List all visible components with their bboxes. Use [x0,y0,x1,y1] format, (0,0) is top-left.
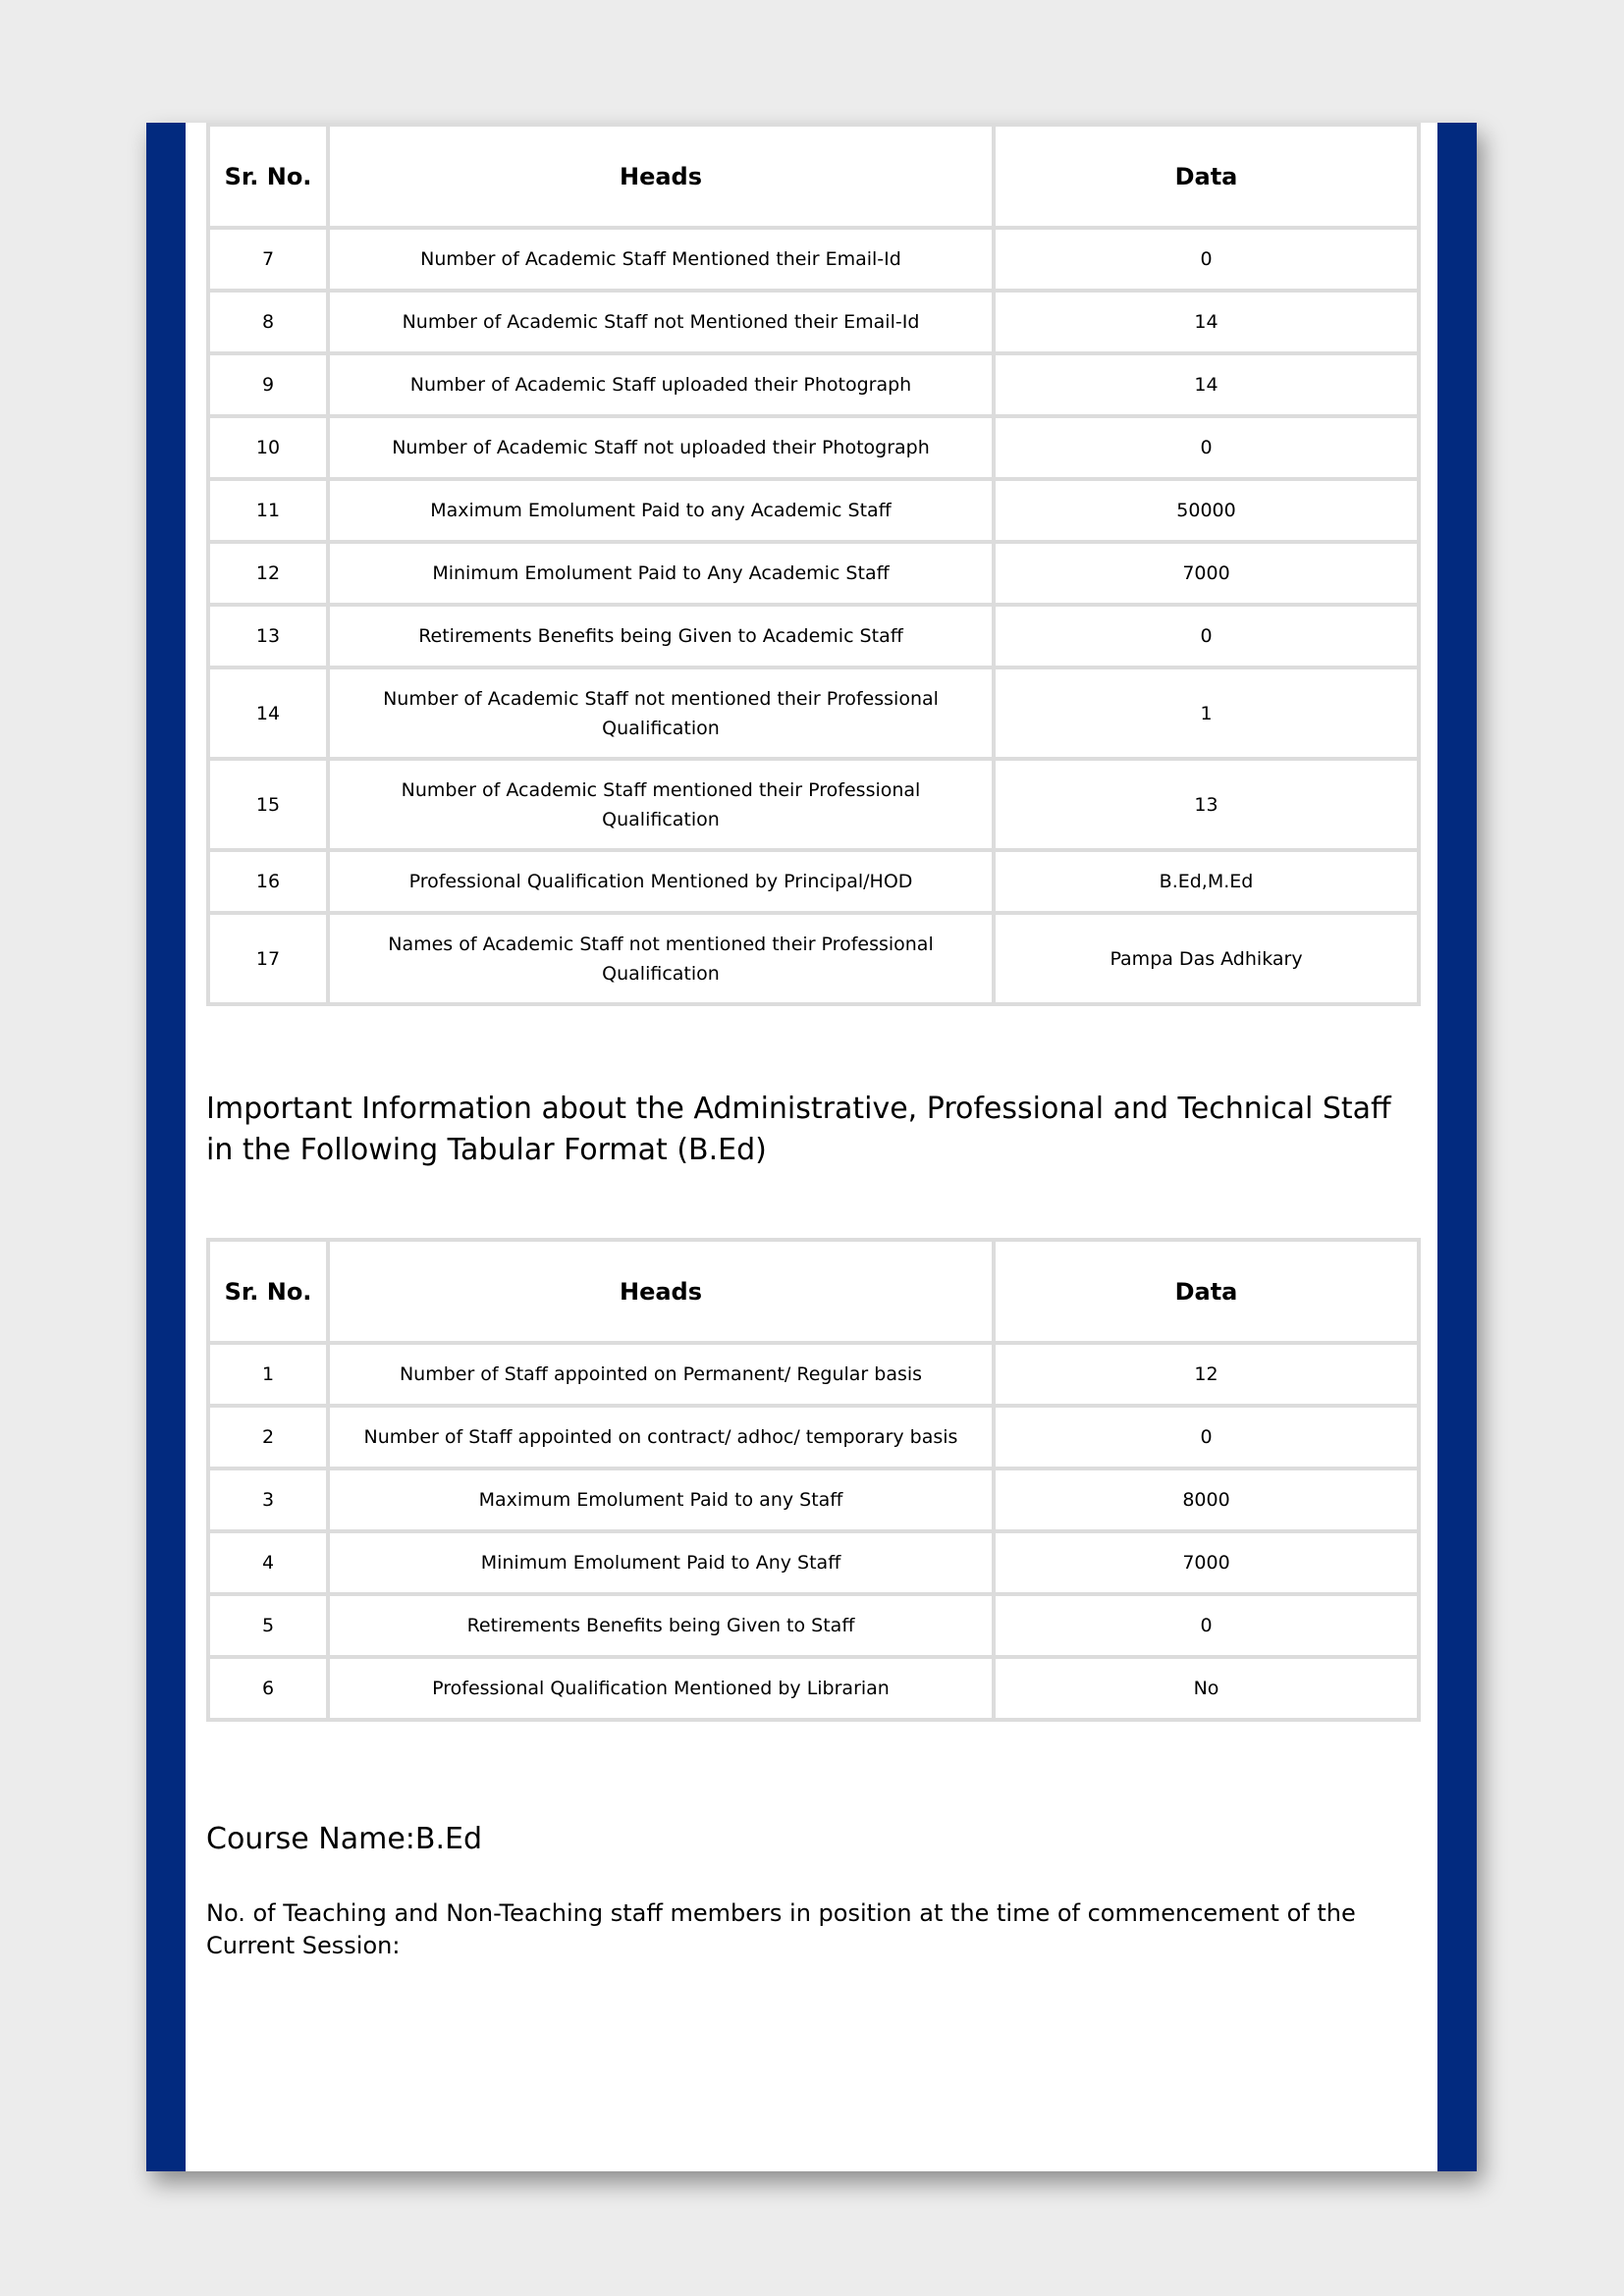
sr-no-cell: 5 [208,1594,328,1657]
data-cell: 12 [994,1343,1419,1406]
data-header: Data [994,1240,1419,1343]
data-cell: 7000 [994,1531,1419,1594]
sr-no-cell: 10 [208,416,328,479]
data-cell: 7000 [994,542,1419,605]
sr-no-cell: 1 [208,1343,328,1406]
table-row [208,353,1419,416]
heads-cell: Professional Qualification Mentioned by Principal/HOD [328,850,994,913]
academic-staff-table [206,123,1421,1006]
sr-no-cell: 4 [208,1531,328,1594]
data-cell: 0 [994,1406,1419,1468]
data-cell: 1 [994,667,1419,759]
data-cell: 14 [994,353,1419,416]
table-row [208,479,1419,542]
table-row [208,667,1419,759]
heads-cell: Number of Academic Staff Mentioned their Email-Id [328,228,994,291]
table-row [208,1406,1419,1468]
sr-no-header: Sr. No. [208,125,328,228]
sr-no-cell: 2 [208,1406,328,1468]
sr-no-header: Sr. No. [208,1240,328,1343]
sr-no-cell: 16 [208,850,328,913]
sr-no-cell: 13 [208,605,328,667]
heads-cell: Number of Academic Staff not uploaded their Photograph [328,416,994,479]
staff-in-position-note: No. of Teaching and Non-Teaching staff members in position at the time of commencement of the Current Session: [206,1899,1356,1959]
heads-cell: Minimum Emolument Paid to Any Academic Staff [328,542,994,605]
data-cell: 0 [994,416,1419,479]
table-header-row [208,1240,1419,1343]
sr-no-cell: 12 [208,542,328,605]
table-header-row [208,125,1419,228]
heads-cell: Retirements Benefits being Given to Staff [328,1594,994,1657]
table-row [208,605,1419,667]
table-row [208,850,1419,913]
sr-no-cell: 8 [208,291,328,353]
table-row [208,542,1419,605]
sr-no-cell: 15 [208,759,328,850]
sr-no-cell: 6 [208,1657,328,1720]
heads-cell: Number of Academic Staff not mentioned their Professional Qualification [328,667,994,759]
sr-no-cell: 7 [208,228,328,291]
table-row [208,1594,1419,1657]
heads-cell: Number of Staff appointed on Permanent/ Regular basis [328,1343,994,1406]
table-row [208,416,1419,479]
table-row [208,759,1419,850]
data-cell: B.Ed,M.Ed [994,850,1419,913]
heads-cell: Retirements Benefits being Given to Academic Staff [328,605,994,667]
table-row [208,913,1419,1004]
heads-cell: Maximum Emolument Paid to any Academic Staff [328,479,994,542]
table-row [208,1468,1419,1531]
heads-cell: Maximum Emolument Paid to any Staff [328,1468,994,1531]
data-cell: 0 [994,1594,1419,1657]
heads-header: Heads [328,125,994,228]
data-cell: 14 [994,291,1419,353]
data-cell: Pampa Das Adhikary [994,913,1419,1004]
course-name-heading: Course Name:B.Ed [206,1822,483,1856]
table-row [208,291,1419,353]
data-cell: No [994,1657,1419,1720]
table-row [208,1531,1419,1594]
sr-no-cell: 3 [208,1468,328,1531]
heads-cell: Professional Qualification Mentioned by Librarian [328,1657,994,1720]
heads-header: Heads [328,1240,994,1343]
right-side-bar [1437,123,1477,2171]
admin-staff-section-heading: Important Information about the Administrative, Professional and Technical Staff in the Following Tabular Format (B.Ed) [206,1092,1391,1167]
heads-cell: Number of Academic Staff mentioned their Professional Qualification [328,759,994,850]
table-row [208,228,1419,291]
admin-staff-table [206,1238,1421,1722]
data-header: Data [994,125,1419,228]
document-page [146,123,1477,2171]
table-row [208,1343,1419,1406]
heads-cell: Names of Academic Staff not mentioned their Professional Qualification [328,913,994,1004]
data-cell: 50000 [994,479,1419,542]
sr-no-cell: 14 [208,667,328,759]
sr-no-cell: 9 [208,353,328,416]
heads-cell: Number of Academic Staff uploaded their Photograph [328,353,994,416]
heads-cell: Minimum Emolument Paid to Any Staff [328,1531,994,1594]
data-cell: 13 [994,759,1419,850]
sr-no-cell: 11 [208,479,328,542]
sr-no-cell: 17 [208,913,328,1004]
data-cell: 0 [994,605,1419,667]
table-row [208,1657,1419,1720]
data-cell: 8000 [994,1468,1419,1531]
data-cell: 0 [994,228,1419,291]
heads-cell: Number of Academic Staff not Mentioned their Email-Id [328,291,994,353]
heads-cell: Number of Staff appointed on contract/ adhoc/ temporary basis [328,1406,994,1468]
left-side-bar [146,123,186,2171]
